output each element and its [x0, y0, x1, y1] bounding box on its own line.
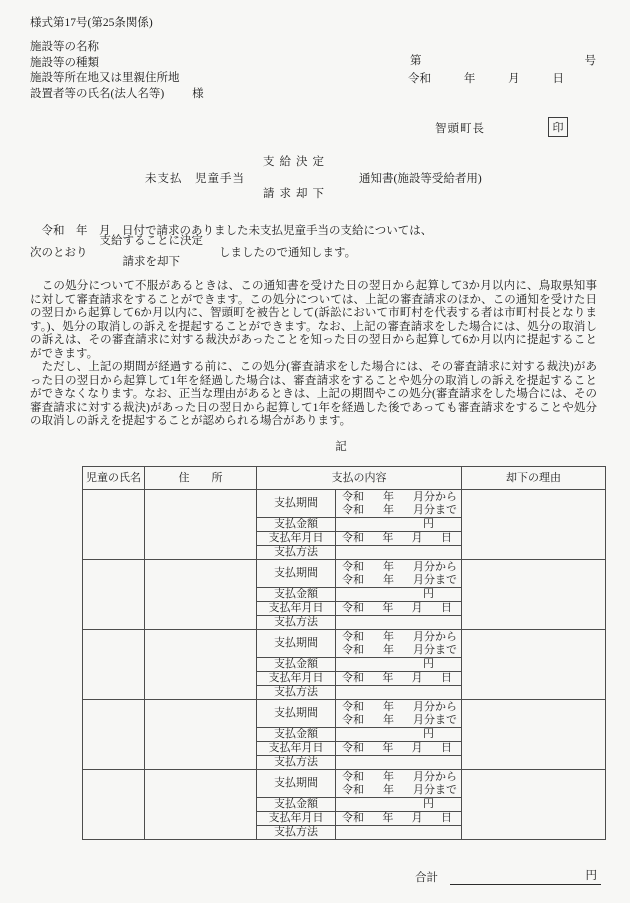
period-from-line	[336, 491, 461, 504]
era-label: 令和	[342, 700, 364, 713]
year-label: 年	[383, 573, 394, 586]
period-from-line	[336, 701, 461, 714]
rejection-reason-cell	[462, 490, 606, 560]
month-label: 月	[411, 672, 423, 684]
decision-tail: しましたので通知します。	[219, 247, 357, 259]
decision-lead: 次のとおり	[30, 247, 88, 259]
rejection-reason-cell	[462, 560, 606, 630]
year-label: 年	[382, 672, 394, 684]
month-suffix-label: 月分まで	[413, 573, 457, 586]
payment-date-value	[336, 532, 462, 546]
payment-date-value	[336, 672, 462, 686]
month-suffix-label: 月分まで	[413, 713, 457, 726]
year-label: 年	[383, 713, 394, 726]
payment-date-label: 支払年月日	[257, 812, 336, 826]
era-label: 令和	[342, 713, 364, 726]
era-label: 令和	[342, 742, 364, 754]
period-to-line	[336, 574, 461, 587]
payment-method-label: 支払方法	[257, 756, 336, 770]
issue-date-line	[408, 70, 564, 86]
period-from-line	[336, 631, 461, 644]
document-number-line	[410, 52, 596, 68]
payment-date-line	[336, 672, 461, 685]
decision-line	[30, 235, 356, 269]
payment-period-label: 支払期間	[257, 700, 336, 728]
year-label: 年	[383, 783, 394, 796]
payment-method-value	[336, 616, 462, 630]
payment-method-label: 支払方法	[257, 826, 336, 840]
table-row	[83, 770, 606, 798]
payment-amount-label: 支払金額	[257, 658, 336, 672]
month-suffix-label: 月分まで	[413, 783, 457, 796]
payment-date-value	[336, 602, 462, 616]
title-right: 通知書(施設等受給者用)	[359, 173, 482, 185]
address-cell	[145, 700, 257, 770]
payment-table-body	[83, 467, 606, 840]
table-row	[83, 700, 606, 728]
title-option-stack	[263, 155, 329, 201]
era-label: 令和	[342, 643, 364, 656]
payment-amount-label: 支払金額	[257, 588, 336, 602]
amount-unit-label: 円	[423, 658, 434, 670]
month-label: 月	[411, 812, 423, 824]
payment-amount-label: 支払金額	[257, 798, 336, 812]
year-label: 年	[383, 700, 394, 713]
payment-method-value	[336, 686, 462, 700]
document-title	[145, 155, 482, 201]
payment-amount-label: 支払金額	[257, 728, 336, 742]
appeal-paragraph-2: ただし、上記の期間が経過する前に、この処分(審査請求をした場合には、その審査請求に対する裁決)があった日の翌日から起算して1年を経過した場合は、審査請求をすることや処分の取消しの訴えを提起することができなくなります。なお、正当な理由があるときは、上記の期間やこの処分(審査請求をした場合には、その審査請求に対する裁決)があった日の翌日から起算して1年を経過した後であっても審査請求をすることや処分の取消しの訴えを提起することが認められる場合があります。	[30, 361, 597, 427]
payment-method-value	[336, 826, 462, 840]
rejection-reason-cell	[462, 630, 606, 700]
address-cell	[145, 490, 257, 560]
year-label: 年	[382, 742, 394, 754]
payment-period-value	[336, 490, 462, 518]
facility-address-label: 施設等所在地又は里親住所地	[30, 72, 180, 84]
payment-period-label: 支払期間	[257, 630, 336, 658]
month-suffix-label: 月分から	[413, 700, 457, 713]
year-label: 年	[383, 503, 394, 516]
month-label: 月	[508, 73, 520, 85]
appeal-notice-paragraphs	[30, 280, 597, 429]
payment-method-value	[336, 756, 462, 770]
header-address: 住 所	[145, 467, 257, 490]
month-suffix-label: 月分から	[413, 560, 457, 573]
payment-period-label: 支払期間	[257, 490, 336, 518]
addressee-honorific: 様	[192, 87, 204, 100]
era-label: 令和	[342, 672, 364, 684]
payment-amount-value	[336, 728, 462, 742]
day-label: 日	[440, 812, 452, 824]
period-to-line	[336, 504, 461, 517]
payment-period-value	[336, 630, 462, 658]
payment-amount-value	[336, 798, 462, 812]
payment-date-label: 支払年月日	[257, 672, 336, 686]
month-suffix-label: 月分から	[413, 630, 457, 643]
month-suffix-label: 月分まで	[413, 503, 457, 516]
year-label: 年	[383, 490, 394, 503]
period-from-line	[336, 771, 461, 784]
payment-period-value	[336, 770, 462, 798]
opening-line: 令和 年 月 日付で請求のありました未支払児童手当の支給については、	[30, 225, 433, 237]
month-label: 月	[411, 602, 423, 614]
era-label: 令和	[342, 602, 364, 614]
payment-method-label: 支払方法	[257, 686, 336, 700]
year-label: 年	[383, 643, 394, 656]
payment-period-value	[336, 560, 462, 588]
payment-date-value	[336, 742, 462, 756]
payment-amount-label: 支払金額	[257, 518, 336, 532]
header-child-name: 児童の氏名	[83, 467, 145, 490]
table-header-row	[83, 467, 606, 490]
child-name-cell	[83, 770, 145, 840]
total-amount-blank: 円	[450, 867, 601, 885]
payment-table-wrapper	[82, 466, 606, 840]
doc-number-prefix: 第	[410, 55, 422, 67]
addressee-label: 設置者等の氏名(法人名等)	[30, 87, 165, 100]
era-label: 令和	[342, 532, 364, 544]
amount-unit-label: 円	[423, 588, 434, 600]
facility-type-label: 施設等の種類	[30, 56, 99, 69]
child-name-cell	[83, 700, 145, 770]
period-to-line	[336, 784, 461, 797]
payment-table	[82, 466, 606, 840]
era-label: 令和	[342, 573, 364, 586]
header-payment-content: 支払の内容	[257, 467, 462, 490]
ki-marker: 記	[335, 441, 347, 453]
payment-date-label: 支払年月日	[257, 742, 336, 756]
payment-method-label: 支払方法	[257, 616, 336, 630]
total-line	[415, 867, 601, 885]
amount-unit-label: 円	[423, 728, 434, 740]
header-rejection-reason: 却下の理由	[462, 467, 606, 490]
table-row	[83, 560, 606, 588]
payment-amount-value	[336, 658, 462, 672]
year-label: 年	[383, 770, 394, 783]
decision-option-grant: 支給することに決定	[99, 235, 203, 247]
month-suffix-label: 月分から	[413, 770, 457, 783]
year-label: 年	[382, 812, 394, 824]
period-to-line	[336, 644, 461, 657]
facility-name-label: 施設等の名称	[30, 41, 99, 53]
era-label: 令和	[342, 783, 364, 796]
era-label: 令和	[342, 770, 364, 783]
child-name-cell	[83, 490, 145, 560]
title-option-grant: 支給決定	[263, 156, 329, 168]
payment-period-value	[336, 700, 462, 728]
era-label: 令和	[342, 503, 364, 516]
form-number: 様式第17号(第25条関係)	[30, 17, 153, 29]
payment-date-line	[336, 532, 461, 545]
year-label: 年	[383, 560, 394, 573]
payment-date-value	[336, 812, 462, 826]
recipient-block	[30, 40, 204, 102]
child-name-cell	[83, 630, 145, 700]
month-label: 月	[411, 742, 423, 754]
issuer-name: 智頭町長	[435, 123, 485, 135]
child-name-cell	[83, 560, 145, 630]
address-cell	[145, 560, 257, 630]
period-from-line	[336, 561, 461, 574]
era-label: 令和	[342, 490, 364, 503]
decision-option-reject: 請求を却下	[122, 256, 180, 268]
payment-date-line	[336, 602, 461, 615]
era-label: 令和	[408, 73, 431, 85]
payment-date-line	[336, 812, 461, 825]
day-label: 日	[440, 742, 452, 754]
decision-option-stack	[100, 235, 204, 269]
address-cell	[145, 630, 257, 700]
era-label: 令和	[342, 630, 364, 643]
total-label: 合計	[415, 872, 438, 884]
year-label: 年	[382, 602, 394, 614]
payment-date-label: 支払年月日	[257, 602, 336, 616]
month-label: 月	[411, 532, 423, 544]
day-label: 日	[440, 602, 452, 614]
table-row	[83, 490, 606, 518]
table-row	[83, 630, 606, 658]
addressee-line	[30, 87, 204, 103]
appeal-paragraph-1: この処分について不服があるときは、この通知書を受けた日の翌日から起算して3か月以内に、鳥取県知事に対して審査請求をすることができます。この処分については、上記の審査請求のほか、この通知を受けた日の翌日から起算して6か月以内に、智頭町を被告として(訴訟において市町村を代表する者は市町村長となります。)、処分の取消しの訴えを提起することができます。なお、上記の審査請求をした場合には、処分の取消しの訴えは、その審査請求に対する裁決があったことを知った日の翌日から起算して6か月以内に提起することができます。	[30, 280, 597, 360]
day-label: 日	[440, 532, 452, 544]
payment-period-label: 支払期間	[257, 770, 336, 798]
year-label: 年	[383, 630, 394, 643]
month-suffix-label: 月分から	[413, 490, 457, 503]
day-label: 日	[552, 73, 564, 85]
rejection-reason-cell	[462, 770, 606, 840]
day-label: 日	[440, 672, 452, 684]
doc-number-suffix: 号	[584, 55, 596, 67]
amount-unit-label: 円	[423, 798, 434, 810]
payment-amount-value	[336, 518, 462, 532]
payment-method-value	[336, 546, 462, 560]
amount-unit-label: 円	[423, 518, 434, 530]
period-to-line	[336, 714, 461, 727]
month-suffix-label: 月分まで	[413, 643, 457, 656]
payment-date-label: 支払年月日	[257, 532, 336, 546]
rejection-reason-cell	[462, 700, 606, 770]
year-label: 年	[382, 532, 394, 544]
address-cell	[145, 770, 257, 840]
title-left: 未支払 児童手当	[145, 173, 245, 185]
title-option-reject: 請求却下	[263, 188, 329, 200]
era-label: 令和	[342, 560, 364, 573]
payment-amount-value	[336, 588, 462, 602]
payment-period-label: 支払期間	[257, 560, 336, 588]
era-label: 令和	[342, 812, 364, 824]
seal-box: 印	[548, 117, 568, 137]
payment-method-label: 支払方法	[257, 546, 336, 560]
year-label: 年	[463, 73, 476, 85]
payment-date-line	[336, 742, 461, 755]
